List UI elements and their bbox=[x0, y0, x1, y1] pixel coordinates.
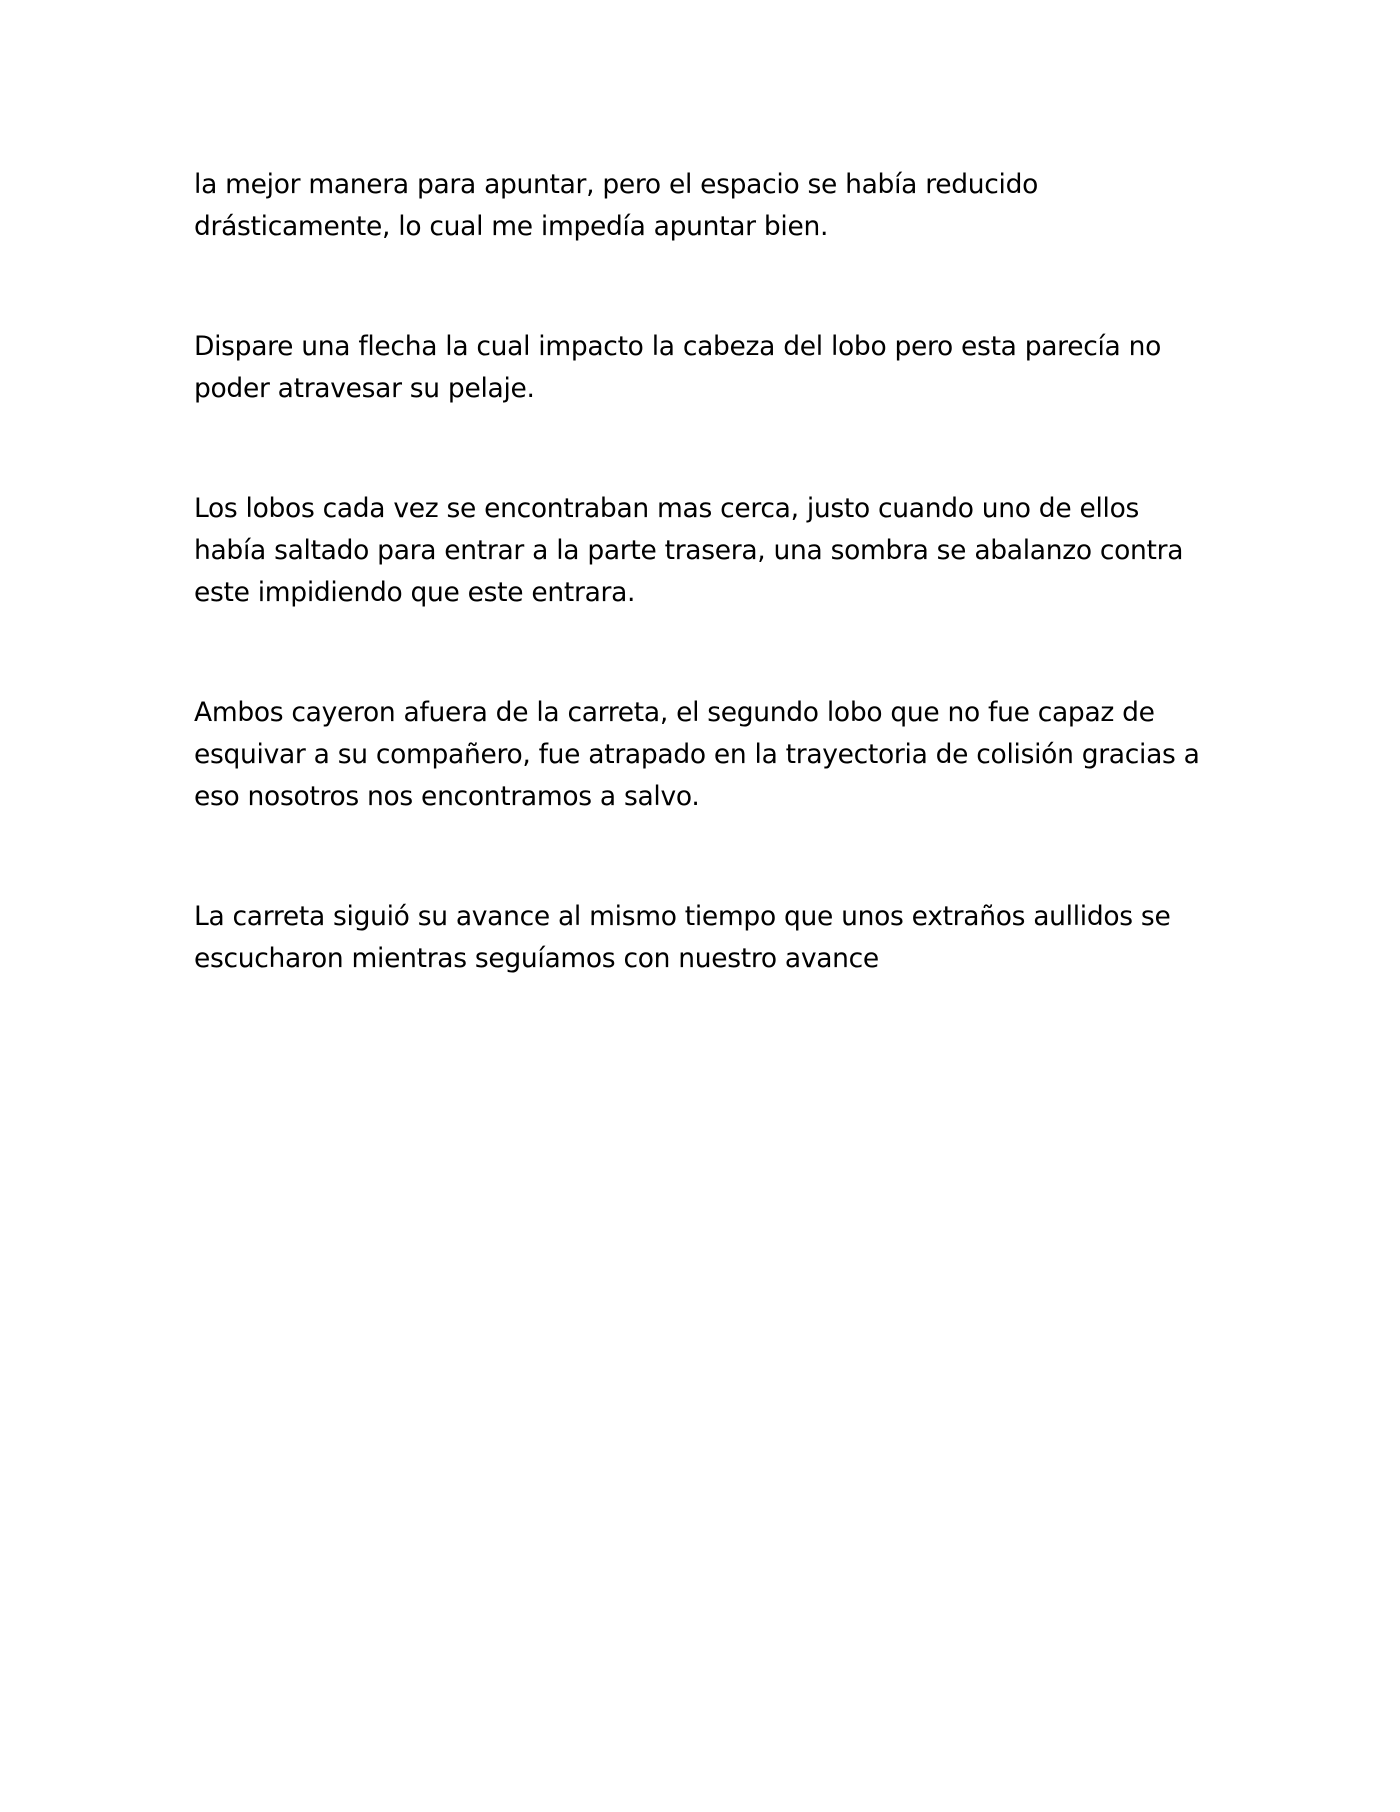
document-body bbox=[194, 164, 1204, 1058]
paragraph-line: Ambos cayeron afuera de la carreta, el segundo lobo que no fue capaz de bbox=[194, 697, 1155, 728]
paragraph-4 bbox=[194, 692, 1204, 818]
paragraph-line: Los lobos cada vez se encontraban mas cerca, justo cuando uno de ellos bbox=[194, 493, 1140, 524]
paragraph-line: había saltado para entrar a la parte trasera, una sombra se abalanzo contra bbox=[194, 535, 1184, 566]
paragraph-line: escucharon mientras seguíamos con nuestro avance bbox=[194, 943, 879, 974]
paragraph-line: eso nosotros nos encontramos a salvo. bbox=[194, 781, 700, 812]
paragraph-1 bbox=[194, 164, 1204, 248]
paragraph-line: poder atravesar su pelaje. bbox=[194, 373, 535, 404]
paragraph-line: esquivar a su compañero, fue atrapado en la trayectoria de colisión gracias a bbox=[194, 739, 1200, 770]
paragraph-line: la mejor manera para apuntar, pero el espacio se había reducido bbox=[194, 169, 1039, 200]
paragraph-line: La carreta siguió su avance al mismo tiempo que unos extraños aullidos se bbox=[194, 901, 1171, 932]
paragraph-5 bbox=[194, 896, 1204, 980]
paragraph-line: este impidiendo que este entrara. bbox=[194, 577, 636, 608]
paragraph-2 bbox=[194, 326, 1204, 410]
paragraph-3 bbox=[194, 488, 1204, 614]
paragraph-line: Dispare una flecha la cual impacto la cabeza del lobo pero esta parecía no bbox=[194, 331, 1161, 362]
paragraph-line: drásticamente, lo cual me impedía apuntar bien. bbox=[194, 211, 829, 242]
